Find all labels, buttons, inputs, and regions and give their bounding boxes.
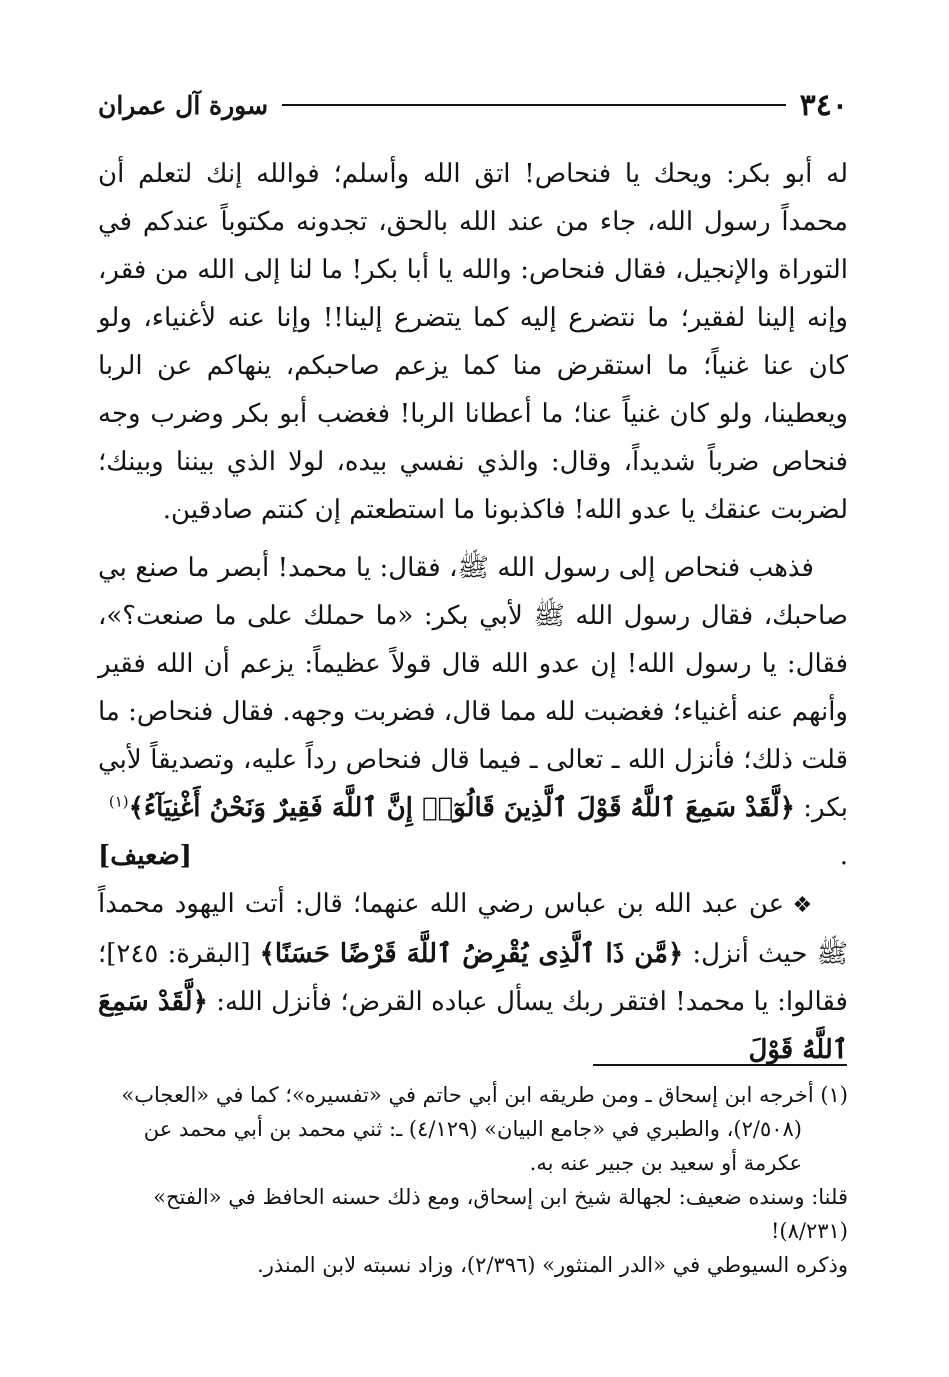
- quran-verse-2: ﴿مَّن ذَا ٱلَّذِى يُقْرِضُ ٱللَّهَ قَرْضًا حَسَنًا﴾: [259, 939, 684, 969]
- main-text: [98, 150, 848, 1074]
- paragraph-2: [98, 544, 848, 832]
- header-rule: [282, 104, 786, 106]
- paragraph-3: [98, 880, 848, 1074]
- page-number: ٣٤٠: [799, 87, 848, 123]
- footnote-3: وذكره السيوطي في «الدر المنثور» (٢/٣٩٦)، وزاد نسبته لابن المنذر.: [257, 1253, 848, 1277]
- grade-row: [98, 832, 848, 880]
- grade-label: [ضعيف]: [98, 841, 192, 871]
- footnote-2: قلنا: وسنده ضعيف: لجهالة شيخ ابن إسحاق، ومع ذلك حسنه الحافظ في «الفتح» (٨/٢٣١)!: [153, 1185, 848, 1243]
- diamond-marker-icon: ❖: [792, 893, 814, 918]
- paragraph-1: له أبو بكر: ويحك يا فنحاص! اتق الله وأسلم؛ فوالله إنك لتعلم أن محمداً رسول الله، جاء من عند الله بالحق، تجدونه مكتوباً عندكم في التوراة والإنجيل، فقال فنحاص: والله يا أبا بكر! ما لنا إلى الله من فقر، وإنه إلينا لفقير؛ ما نتضرع إليه كما يتضرع إلينا!! وإنا عنه لأغنياء، ولو كان عنا غنياً؛ ما استقرض منا كما يزعم صاحبكم، ينهاكم عن الربا ويعطينا، ولو كان غنياً عنا؛ ما أعطانا الربا! فغضب أبو بكر وضرب وجه فنحاص ضرباً شديداً، وقال: والذي نفسي بيده، لولا الذي بيننا وبينك؛ لضربت عنقك يا عدو الله! فاكذبونا ما استطعتم إن كنتم صادقين.: [98, 159, 848, 525]
- surah-title: سورة آل عمران: [98, 90, 269, 120]
- paragraph-2-end: .: [839, 841, 848, 871]
- paragraph-2-text: فذهب فنحاص إلى رسول الله ﷺ، فقال: يا محمد! أبصر ما صنع بي صاحبك، فقال رسول الله ﷺ لأبي بكر: «ما حملك على ما صنعت؟»، فقال: يا رسول الله! إن عدو الله قال قولاً عظيماً: يزعم أن الله فقير وأنهم عنه أغنياء؛ فغضبت لله مما قال، فضربت وجهه. فقال فنحاص: ما قلت ذلك؛ فأنزل الله ـ تعالى ـ فيما قال فنحاص رداً عليه، وتصديقاً لأبي بكر:: [98, 553, 849, 823]
- quran-verse: ﴿لَّقَدْ سَمِعَ ٱللَّهُ قَوْلَ ٱلَّذِينَ قَالُوٓا۟ إِنَّ ٱللَّهَ فَقِيرٌ وَنَحْنُ أَغْنِيَآءُ﴾: [128, 793, 796, 823]
- paragraph-3-text-a: عن عبد الله بن عباس رضي الله عنهما؛ قال: أتت اليهود محمداً ﷺ حيث أنزل:: [98, 889, 849, 969]
- paragraph-3-text-b: [البقرة: ٢٤٥]؛ فقالوا: يا محمد! افتقر ربك يسأل عباده القرض؛ فأنزل الله:: [98, 939, 848, 1017]
- page-header: [98, 80, 848, 130]
- footnote-1: (١) أخرجه ابن إسحاق ـ ومن طريقه ابن أبي حاتم في «تفسيره»؛ كما في «العجاب» (٢/٥٠٨)، والطبري في «جامع البيان» (٤/١٢٩) ـ: ثني محمد بن أبي محمد عن عكرمة أو سعيد بن جبير عنه به.: [121, 1083, 848, 1175]
- footnotes: [98, 1078, 848, 1282]
- footnote-ref: (١): [108, 792, 129, 811]
- quran-verse-3: ﴿لَّقَدْ سَمِعَ ٱللَّهُ قَوْلَ: [98, 987, 848, 1065]
- footnote-separator: [593, 1064, 847, 1066]
